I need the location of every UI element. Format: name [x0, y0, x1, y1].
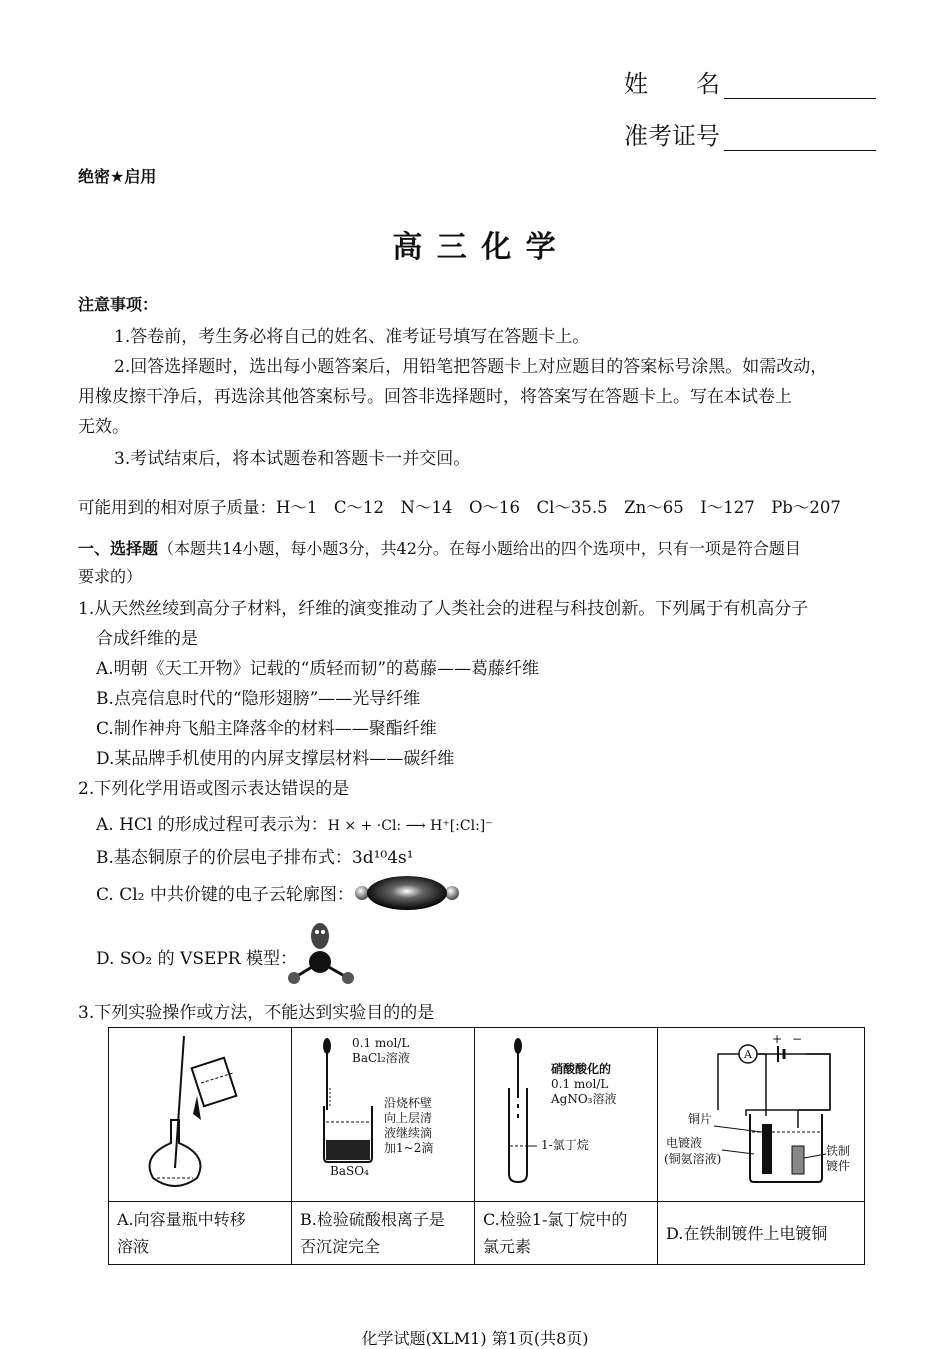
name-blank[interactable]	[724, 78, 876, 99]
section-desc: （本题共14小题，每小题3分，共42分。在每小题给出的四个选项中，只有一项是符合题目	[158, 539, 801, 558]
name-field	[624, 64, 876, 99]
ammeter-label: A	[744, 1048, 752, 1061]
atomic-masses: 可能用到的相对原子质量：H～1 C～12 N～14 O～16 Cl～35.5 Zn～65 I～127 Pb～207	[78, 498, 841, 517]
q1-option-a: A.明朝《天工开物》记载的“质轻而韧”的葛藤——葛藤纤维	[96, 659, 540, 679]
negative-terminal: −	[792, 1032, 803, 1046]
test-tube-image	[475, 1028, 657, 1196]
q2-option-c	[96, 880, 354, 905]
exp-b-figure	[292, 1028, 475, 1202]
q2-b-text: B.基态铜原子的价层电子排布式：	[96, 848, 352, 868]
exp-c-conc: 0.1 mol/L	[551, 1077, 609, 1091]
q2-stem: 2.下列化学用语或图示表达错误的是	[78, 779, 350, 799]
exp-b-note-4: 加1~2滴	[384, 1141, 434, 1155]
exp-c-substance: 1-氯丁烷	[541, 1138, 589, 1152]
notice-item-2: 2.回答选择题时，选出每小题答案后，用铅笔把答题卡上对应题目的答案标号涂黑。如需改动，	[114, 357, 828, 377]
hcl-formation-formula: H × + ·Cl: ⟶ H⁺[:Cl:]⁻	[327, 818, 493, 834]
exp-b-reagent: BaCl₂溶液	[352, 1051, 410, 1065]
exp-d-copper: 铜片	[688, 1112, 713, 1126]
exp-b-caption: B.检验硫酸根离子是 否沉淀完全	[292, 1202, 475, 1265]
secret-mark: 绝密★启用	[78, 167, 157, 186]
exp-b-note-2: 向上层清	[384, 1111, 433, 1125]
exp-c-reagent: AgNO₃溶液	[551, 1092, 617, 1106]
q1-option-c: C.制作神舟飞船主降落伞的材料——聚酯纤维	[96, 719, 437, 739]
q1-stem-cont: 合成纤维的是	[96, 629, 198, 649]
q2-c-text: C. Cl₂ 中共价键的电子云轮廓图：	[96, 885, 354, 905]
q2-option-a	[96, 810, 493, 835]
notice-item-2-end: 无效。	[78, 417, 129, 437]
notice-item-3: 3.考试结束后，将本试题卷和答题卡一并交回。	[114, 449, 471, 469]
exp-b-precipitate: BaSO₄	[330, 1164, 369, 1178]
cl2-electron-cloud-image	[354, 874, 462, 912]
notice-heading: 注意事项：	[78, 295, 159, 314]
q1-stem: 1.从天然丝绫到高分子材料，纤维的演变推动了人类社会的进程与科技创新。下列属于有机高分子	[78, 599, 809, 619]
exp-b-note-1: 沿烧杯壁	[384, 1096, 433, 1110]
experiment-table	[108, 1027, 865, 1265]
exam-id-blank[interactable]	[724, 130, 876, 151]
cu-config: 3d¹⁰4s¹	[351, 848, 414, 868]
name-label: 姓 名	[624, 70, 720, 98]
exp-a-caption: A.向容量瓶中转移 溶液	[109, 1202, 292, 1265]
exam-id-label: 准考证号	[624, 122, 720, 150]
exp-d-caption: D.在铁制镀件上电镀铜	[658, 1202, 865, 1265]
exp-c-figure	[475, 1028, 658, 1202]
q2-option-b	[96, 843, 414, 868]
q2-d-text: D. SO₂ 的 VSEPR 模型：	[96, 949, 298, 969]
positive-terminal: +	[772, 1032, 783, 1046]
page-footer: 化学试题(XLM1) 第1页(共8页)	[361, 1329, 589, 1348]
section-heading	[78, 536, 801, 559]
notice-item-1: 1.答卷前，考生务必将自己的姓名、准考证号填写在答题卡上。	[114, 327, 590, 347]
page-title: 高 三 化 学	[392, 230, 558, 265]
exp-d-solution: (铜氨溶液)	[664, 1152, 722, 1166]
exp-c-caption: C.检验1-氯丁烷中的 氯元素	[475, 1202, 658, 1265]
exp-b-conc: 0.1 mol/L	[352, 1036, 410, 1050]
exp-d-electrolyte: 电镀液	[666, 1136, 703, 1150]
exp-d-figure	[658, 1028, 865, 1202]
exp-d-iron-1: 铁制	[826, 1144, 851, 1158]
q1-option-b: B.点亮信息时代的“隐形翅膀”——光导纤维	[96, 689, 421, 709]
exp-d-iron-2: 镀件	[826, 1159, 851, 1173]
q1-option-d: D.某品牌手机使用的内屏支撑层材料——碳纤维	[96, 749, 455, 769]
volumetric-flask-image	[109, 1028, 291, 1196]
q2-a-text: A. HCl 的形成过程可表示为：	[96, 815, 328, 835]
exam-id-field	[624, 116, 876, 151]
exp-c-label-1: 硝酸酸化的	[551, 1062, 612, 1076]
q3-stem: 3.下列实验操作或方法，不能达到实验目的的是	[78, 1003, 435, 1023]
q2-option-d	[96, 944, 297, 969]
exp-a-figure	[109, 1028, 292, 1202]
section-desc-cont: 要求的）	[78, 567, 143, 586]
so2-vsepr-model-image	[282, 918, 364, 986]
exp-b-note-3: 液继续滴	[384, 1126, 433, 1140]
section-title: 一、选择题	[78, 539, 159, 558]
notice-item-2-cont: 用橡皮擦干净后，再选涂其他答案标号。回答非选择题时，将答案写在答题卡上。写在本试卷上	[78, 387, 792, 407]
